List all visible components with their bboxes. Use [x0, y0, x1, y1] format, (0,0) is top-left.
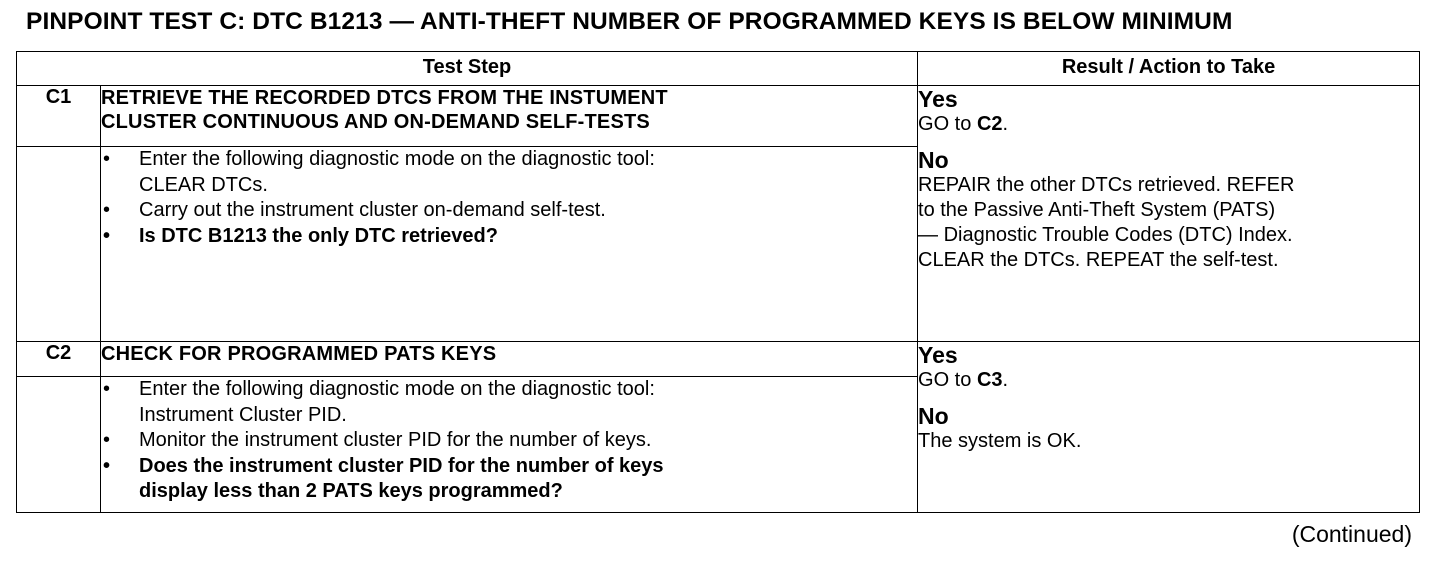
- result-no-label: No: [918, 403, 949, 429]
- go-to-text: GO to: [918, 369, 972, 391]
- result-yes-action: [918, 368, 1419, 393]
- result-no-label: No: [918, 147, 949, 173]
- step-id: C1: [17, 86, 101, 147]
- go-to-target: C2: [976, 113, 1003, 135]
- instruction-item: • Monitor the instrument cluster PID for the number of keys.: [101, 428, 917, 454]
- result-yes-action: [918, 112, 1419, 137]
- result-yes-label: Yes: [918, 342, 958, 368]
- step-title-line: CHECK FOR PROGRAMMED PATS KEYS: [101, 343, 497, 365]
- instruction-item: • Enter the following diagnostic mode on the diagnostic tool: CLEAR DTCs.: [103, 148, 655, 196]
- instruction-question: • Is DTC B1213 the only DTC retrieved?: [101, 224, 917, 250]
- result-no-action-line: CLEAR the DTCs. REPEAT the self-test.: [918, 249, 1279, 271]
- bullet: •: [103, 429, 111, 451]
- header-result: Result / Action to Take: [918, 52, 1420, 86]
- pinpoint-test-table: [16, 51, 1420, 513]
- bullet: •: [103, 148, 111, 170]
- step-c2-title-row: [17, 342, 1420, 377]
- step-title-line: CLUSTER CONTINUOUS AND ON-DEMAND SELF-TESTS: [101, 111, 650, 133]
- result-no-action-line: to the Passive Anti-Theft System (PATS): [918, 199, 1276, 221]
- go-to-target: C3: [976, 369, 1003, 391]
- result-yes-label: Yes: [918, 86, 958, 112]
- result-no-action-line: REPAIR the other DTCs retrieved. REFER: [918, 174, 1295, 196]
- bullet: •: [103, 199, 111, 221]
- instruction-item: • Carry out the instrument cluster on-demand self-test.: [101, 198, 917, 224]
- result-no-action-line: The system is OK.: [918, 430, 1082, 452]
- step-instructions: [101, 147, 918, 342]
- step-c1-result: [918, 86, 1420, 342]
- period: .: [1002, 113, 1009, 135]
- page-title: PINPOINT TEST C: DTC B1213 — ANTI-THEFT NUMBER OF PROGRAMMED KEYS IS BELOW MINIMUM: [26, 8, 1233, 35]
- step-title: [101, 342, 918, 377]
- instruction-item: • Enter the following diagnostic mode on the diagnostic tool: Instrument Cluster PID.: [103, 378, 655, 426]
- step-title-line: RETRIEVE THE RECORDED DTCS FROM THE INSTUMENT: [101, 87, 668, 109]
- step-title: [101, 86, 918, 147]
- step-c1-title-row: [17, 86, 1420, 147]
- step-id-spacer: [17, 147, 101, 342]
- period: .: [1002, 369, 1009, 391]
- bullet: •: [103, 224, 111, 247]
- bullet: •: [103, 454, 111, 477]
- step-id-spacer: [17, 377, 101, 513]
- header-test-step: Test Step: [17, 52, 918, 86]
- go-to-text: GO to: [918, 113, 972, 135]
- continued-note: (Continued): [1291, 521, 1412, 547]
- step-c2-result: [918, 342, 1420, 513]
- header-row: [17, 52, 1420, 86]
- step-id: C2: [17, 342, 101, 377]
- bullet: •: [103, 378, 111, 400]
- instruction-question: • Does the instrument cluster PID for the number of keys display less than 2 PATS keys programmed?: [103, 454, 664, 502]
- result-no-action-line: — Diagnostic Trouble Codes (DTC) Index.: [918, 224, 1293, 246]
- step-instructions: [101, 377, 918, 513]
